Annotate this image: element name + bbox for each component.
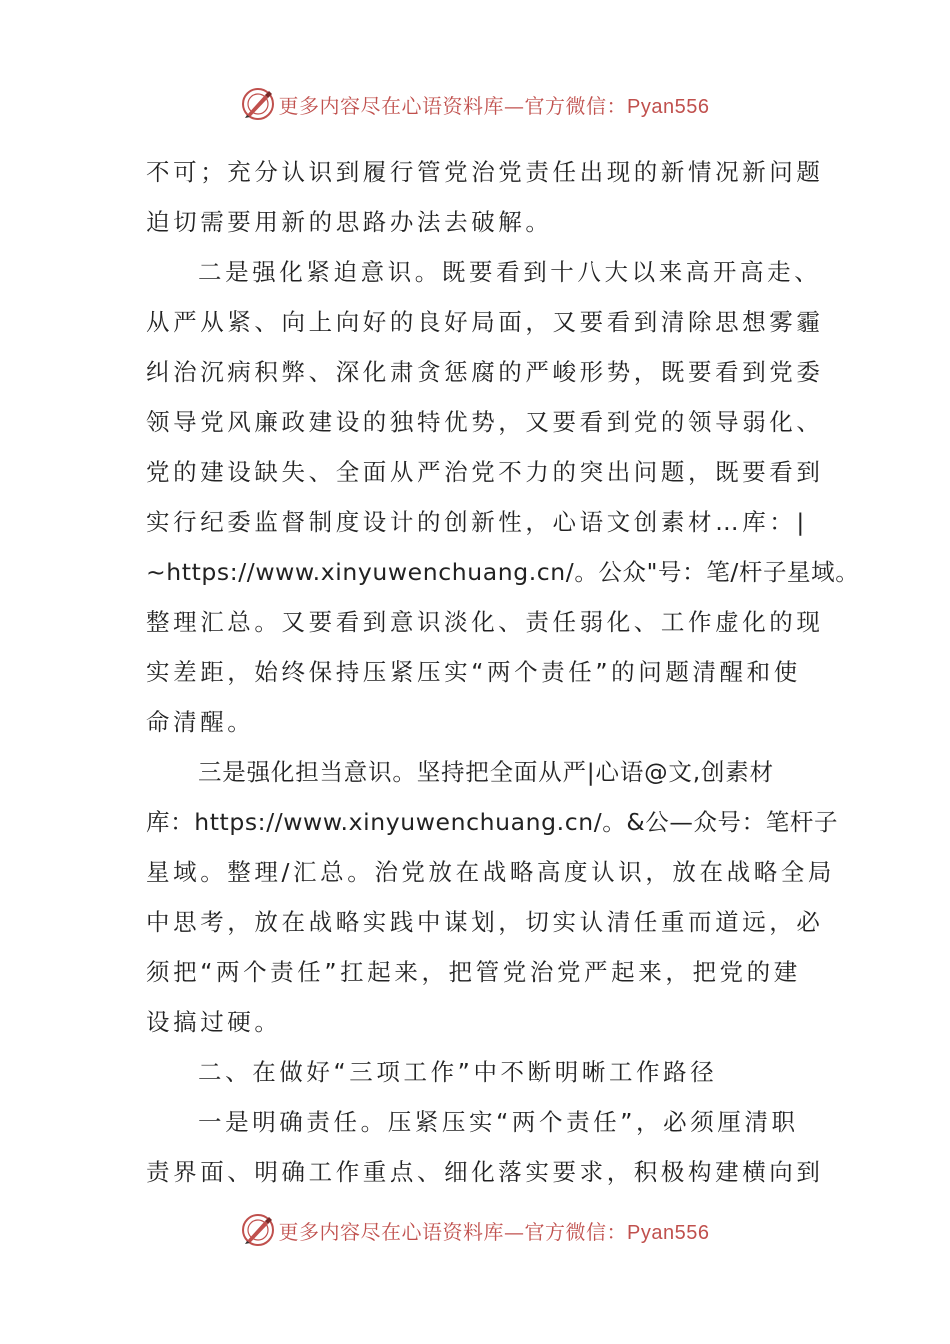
text-line: 不可；充分认识到履行管党治党责任出现的新情况新问题 <box>146 158 824 186</box>
text-line: 命清醒。 <box>146 708 255 736</box>
footer-banner <box>0 1210 950 1250</box>
text-line: 党的建设缺失、全面从严治党不力的突出问题，既要看到 <box>146 458 824 486</box>
text-line: 纠治沉病积弊、深化肃贪惩腐的严峻形势，既要看到党委 <box>146 358 824 386</box>
footer-wechat-account: Pyan556 <box>627 1221 710 1244</box>
pen-logo-icon <box>241 1213 275 1247</box>
paragraph-start: 二是强化紧迫意识。既要看到十八大以来高开高走、 <box>198 258 822 286</box>
text-line: 设搞过硬。 <box>146 1008 282 1036</box>
text-line-url: 库：https://www.xinyuwenchuang.cn/。&公—众号：笔杆子 <box>146 808 839 836</box>
document-body <box>146 147 860 1197</box>
text-line: 领导党风廉政建设的独特优势，又要看到党的领导弱化、 <box>146 408 824 436</box>
text-line-url: ~https://www.xinyuwenchuang.cn/。公众"号：笔/杆子星域。 <box>146 558 860 586</box>
text-line: 实行纪委监督制度设计的创新性，心语文创素材…库：| <box>146 508 808 536</box>
text-line: 责界面、明确工作重点、细化落实要求，积极构建横向到 <box>146 1158 824 1186</box>
text-line: 从严从紧、向上向好的良好局面，又要看到清除思想雾霾 <box>146 308 824 336</box>
header-banner-text: 更多内容尽在心语资料库—官方微信：Pyan556 <box>278 93 710 118</box>
header-wechat-account: Pyan556 <box>627 95 710 118</box>
header-banner <box>0 84 950 124</box>
text-line: 星域。整理/汇总。治党放在战略高度认识，放在战略全局 <box>146 858 836 886</box>
text-line: 迫切需要用新的思路办法去破解。 <box>146 208 553 236</box>
footer-banner-text: 更多内容尽在心语资料库—官方微信：Pyan556 <box>278 1219 710 1244</box>
pen-logo-icon <box>241 87 275 121</box>
section-heading: 二、在做好“三项工作”中不断明晰工作路径 <box>198 1058 718 1086</box>
paragraph-start: 三是强化担当意识。坚持把全面从严|心语@文,创素材 <box>198 758 774 786</box>
text-line: 整理汇总。又要看到意识淡化、责任弱化、工作虚化的现 <box>146 608 824 636</box>
text-line: 中思考，放在战略实践中谋划，切实认清任重而道远，必 <box>146 908 824 936</box>
text-line: 须把“两个责任”扛起来，把管党治党严起来，把党的建 <box>146 958 801 986</box>
paragraph-start: 一是明确责任。压紧压实“两个责任”，必须厘清职 <box>198 1108 799 1136</box>
text-line: 实差距，始终保持压紧压实“两个责任”的问题清醒和使 <box>146 658 801 686</box>
